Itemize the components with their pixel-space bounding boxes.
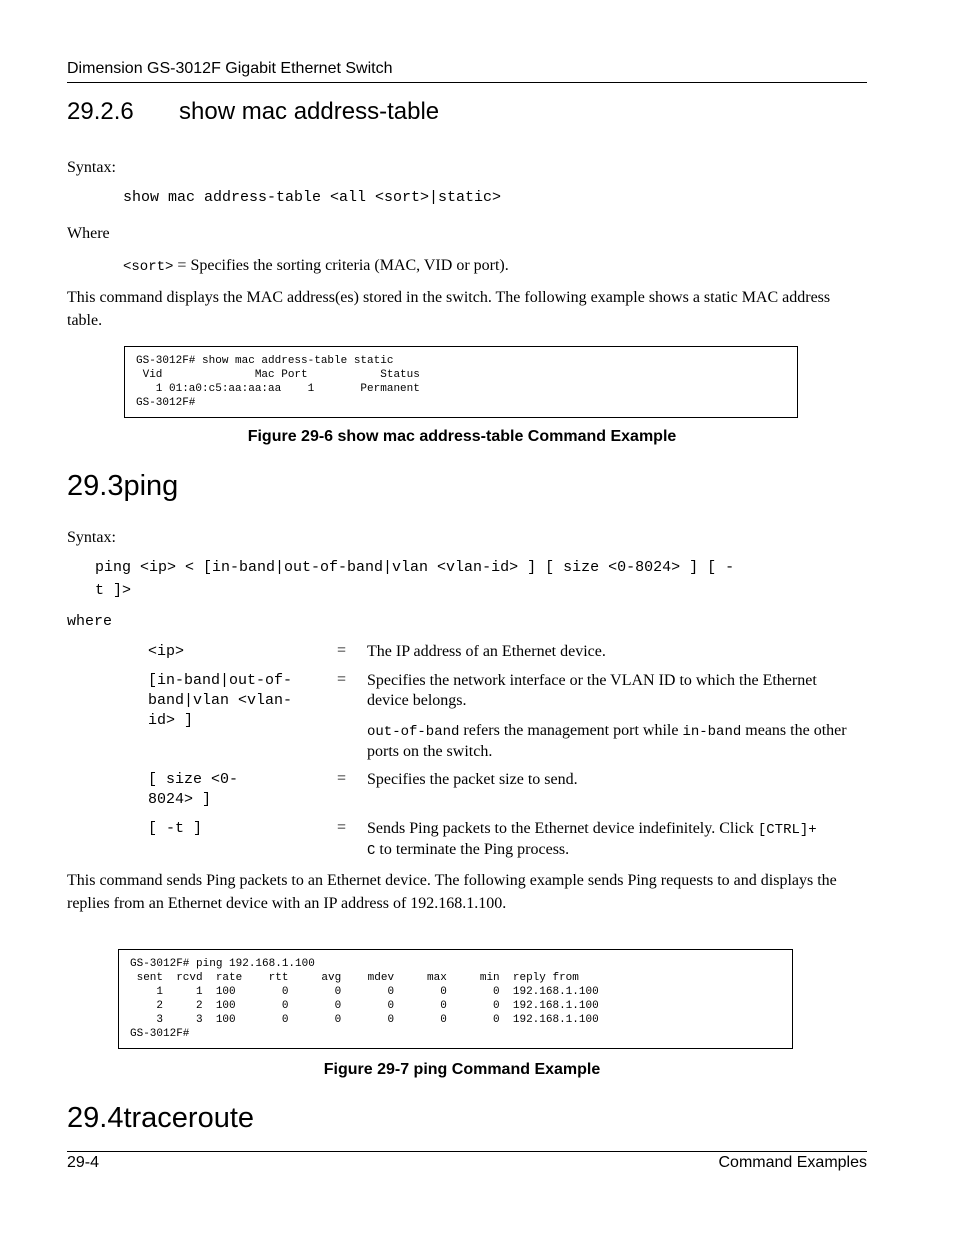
section-number: 29.2.6 — [67, 98, 134, 125]
desc-text: Sends Ping packets to the Ethernet device indefinitely. Click — [367, 820, 758, 837]
running-header: Dimension GS-3012F Gigabit Ethernet Switch — [67, 60, 393, 77]
mac-description: This command displays the MAC address(es) stored in the switch. The following example shows a static MAC address table. — [67, 289, 831, 329]
section-title: ping — [123, 470, 179, 502]
desc-code: [CTRL]+ C — [367, 822, 817, 859]
mac-example-code: GS-3012F# show mac address-table static Vid Mac Port Status 1 01:a0:c5:aa:aa:aa 1 Permanent GS-3012F# — [136, 355, 420, 409]
section-heading-traceroute — [67, 1102, 254, 1135]
ping-syntax-line2: t ]> — [95, 582, 132, 599]
param-equals: = — [337, 671, 347, 688]
ping-description: This command sends Ping packets to an Ethernet device. The following example sends Ping requests to and displays the replies from an Ethernet device with an IP address of 192.168.1.100. — [67, 872, 837, 912]
param-ip-desc: The IP address of an Ethernet device. — [367, 643, 606, 660]
section-title: traceroute — [123, 1102, 255, 1134]
figure-caption-mac: Figure 29-6 show mac address-table Command Example — [247, 428, 677, 445]
section-heading-ping — [67, 470, 178, 503]
chapter-name: Command Examples — [718, 1154, 867, 1171]
where-label: Where — [67, 225, 110, 242]
header-divider — [67, 82, 867, 83]
section-number: 29.3 — [67, 470, 124, 502]
page-number: 29-4 — [67, 1154, 100, 1171]
mac-example-box — [124, 346, 798, 418]
syntax-label: Syntax: — [67, 159, 116, 176]
param-equals: = — [337, 819, 347, 836]
syntax-code: show mac address-table <all <sort>|static> — [123, 189, 502, 206]
figure-caption-ping: Figure 29-7 ping Command Example — [323, 1061, 601, 1078]
desc-text: to terminate the Ping process. — [375, 841, 570, 858]
param-size: [ size <0- 8024> ] — [148, 771, 239, 808]
param-interface-note — [367, 721, 857, 762]
param-ip: <ip> — [148, 643, 185, 660]
param-t-desc — [367, 819, 862, 861]
section-heading-mac — [67, 98, 439, 126]
section-number: 29.4 — [67, 1102, 124, 1134]
note-code: in-band — [682, 724, 742, 740]
sort-desc: = Specifies the sorting criteria (MAC, VID or port). — [173, 257, 509, 274]
param-equals: = — [337, 642, 347, 659]
sort-param-line — [123, 254, 509, 279]
param-size-desc: Specifies the packet size to send. — [367, 771, 578, 788]
param-interface-desc: Specifies the network interface or the VLAN ID to which the Ethernet device belongs. — [367, 672, 817, 709]
ping-example-box — [118, 949, 793, 1049]
ping-syntax-line1: ping <ip> < [in-band|out-of-band|vlan <vlan-id> ] [ size <0-8024> ] [ - — [95, 559, 735, 576]
param-interface: [in-band|out-of- band|vlan <vlan- id> ] — [148, 672, 293, 729]
param-t: [ -t ] — [148, 820, 203, 837]
section-title: show mac address-table — [179, 98, 440, 125]
footer-divider — [67, 1151, 867, 1152]
note-text: means the other ports on the switch. — [367, 722, 847, 760]
param-equals: = — [337, 770, 347, 787]
note-code: out-of-band — [367, 724, 460, 740]
ping-example-code: GS-3012F# ping 192.168.1.100 sent rcvd rate rtt avg mdev max min reply from 1 1 100 0 0 0 0 0 192.168.1.100 2 2 100 0 0 0 0 0 192.168.1.100 3 3 100 0 0 0 0 0 192.168.1.100 GS-3012F# — [130, 958, 599, 1040]
sort-param: <sort> — [123, 259, 174, 275]
note-text: refers the management port while — [459, 722, 683, 739]
where-label: where — [67, 613, 113, 630]
syntax-label: Syntax: — [67, 529, 116, 546]
